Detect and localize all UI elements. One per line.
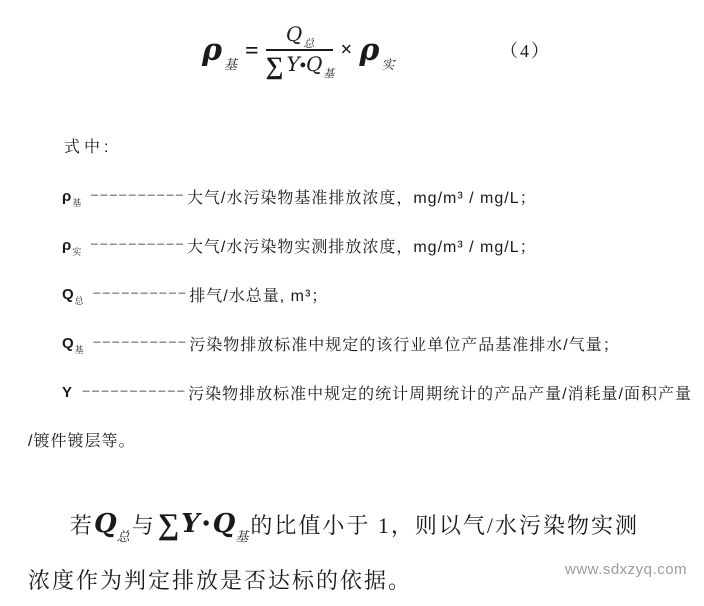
where-label: 式中:: [64, 139, 113, 156]
symbol-subscript: 基: [74, 345, 84, 355]
symbol-rho-measured: [62, 237, 82, 257]
symbol-text: Q: [62, 286, 74, 303]
dash-leader: −−−−−−−−−−−: [82, 384, 187, 400]
symbol-q-total: [62, 286, 84, 306]
fraction-numerator: [266, 21, 334, 51]
symbol-y: [62, 385, 72, 400]
dot-operator: •: [202, 512, 210, 535]
q-total-symbol: Q: [285, 21, 303, 46]
rho-base-symbol: ρ: [202, 33, 222, 68]
definition-row-q-base: [62, 319, 692, 368]
definition-row-q-total: [62, 270, 692, 319]
q-base-subscript: 基: [235, 529, 249, 544]
rho-base-subscript: 基: [223, 57, 237, 72]
equation-number: （4）: [500, 41, 551, 61]
rho-measured-symbol: ρ: [359, 33, 380, 68]
symbol-text: Y: [62, 384, 73, 401]
symbol-text: Q: [62, 335, 74, 352]
definition-text: 大气/水污染物基准排放浓度，mg/m³ / mg/L；: [186, 190, 537, 207]
para-conjunction: 与: [131, 512, 156, 538]
watermark-url: www.sdxzyq.com: [565, 561, 688, 578]
eq-rhs: [359, 33, 395, 72]
definition-row-rho-measured: [62, 221, 692, 270]
symbol-subscript: 总: [74, 296, 84, 306]
q-total-symbol: Q: [94, 509, 117, 539]
symbol-text: ρ: [62, 188, 72, 205]
multiplication-sign: ×: [340, 36, 353, 61]
symbol-rho-base: [62, 188, 82, 208]
para-tail-line1: 的比值小于 1，则以气/水污染物实测: [250, 512, 639, 538]
definition-text: 排气/水总量, m³；: [189, 288, 329, 305]
q-base-symbol: Q: [306, 51, 323, 76]
dash-leader: −−−−−−−−−−: [92, 286, 188, 302]
closing-paragraph-line2: 浓度作为判定排放是否达标的依据。: [28, 568, 413, 593]
equals-sign: =: [244, 37, 259, 64]
symbol-subscript: 实: [72, 247, 82, 257]
dot-operator: •: [299, 54, 306, 75]
q-base-subscript: 基: [323, 67, 335, 80]
definition-continuation: /镀件镀层等。: [28, 433, 136, 450]
definition-text: 污染物排放标准中规定的该行业单位产品基准排水/气量；: [189, 337, 620, 354]
q-base-symbol: Q: [212, 509, 236, 539]
para-lead: 若: [70, 512, 95, 538]
para-q-total: [94, 509, 132, 544]
definition-text: 大气/水污染物实测排放浓度，mg/m³ / mg/L；: [186, 239, 537, 256]
symbol-subscript: 基: [72, 198, 82, 208]
definition-text: 污染物排放标准中规定的统计周期统计的产品产量/消耗量/面积产量: [188, 386, 692, 403]
q-total-subscript: 总: [116, 529, 130, 544]
definition-row-y: [62, 368, 692, 417]
sigma-symbol: ∑: [157, 508, 180, 541]
symbol-q-base: [62, 335, 84, 355]
q-total-subscript: 总: [303, 37, 315, 50]
dash-leader: −−−−−−−−−−: [92, 335, 188, 351]
rho-measured-subscript: 实: [381, 57, 395, 72]
definition-list: [62, 172, 692, 417]
y-symbol: Y: [181, 509, 200, 539]
dash-leader: −−−−−−−−−−: [90, 188, 185, 204]
fraction-denominator: [266, 51, 334, 79]
equation-4: [202, 12, 395, 90]
definition-row-rho-base: [62, 172, 692, 221]
closing-paragraph-line1: [70, 502, 639, 546]
sigma-symbol: ∑: [265, 52, 284, 80]
fraction: [265, 21, 335, 80]
symbol-text: ρ: [62, 237, 72, 254]
eq-lhs: [202, 33, 237, 72]
y-symbol: Y: [286, 51, 300, 76]
dash-leader: −−−−−−−−−−: [90, 237, 185, 253]
para-q-base: [212, 509, 251, 544]
